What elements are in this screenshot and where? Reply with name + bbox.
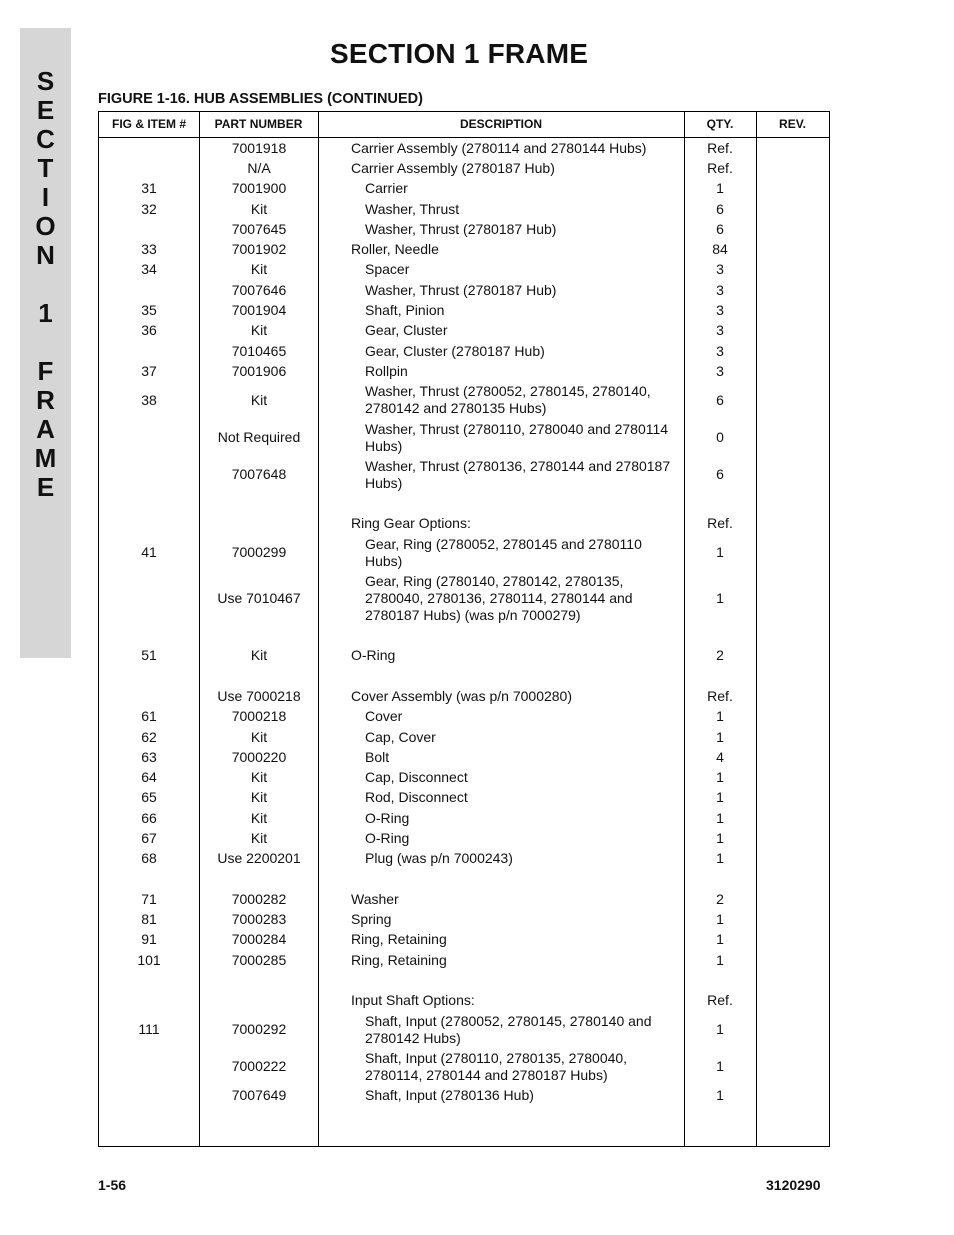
row-quantity: 1 [716, 911, 724, 928]
row-description: Carrier [365, 180, 408, 197]
row-part-number: Kit [250, 647, 268, 664]
row-part-number: 7000283 [231, 911, 287, 928]
row-description: Shaft, Input (2780110, 2780135, 2780040, 2780114, 2780144 and 2780187 Hubs) [365, 1049, 628, 1083]
row-quantity: 84 [712, 241, 728, 258]
row-item-number: 34 [141, 261, 157, 278]
row-part-number: 7007648 [231, 466, 287, 483]
row-item-number: 66 [141, 809, 157, 826]
section-tab-letter: R [36, 385, 55, 415]
section-tab-letter: F [37, 356, 54, 386]
row-part-number: Use 2200201 [217, 850, 301, 867]
row-description: Cover [365, 708, 403, 725]
row-part-number: Kit [250, 200, 268, 217]
row-item-number: 71 [141, 890, 157, 907]
row-part-number: 7000218 [231, 708, 287, 725]
row-description: Carrier Assembly (2780114 and 2780144 Hubs) [351, 139, 647, 156]
row-description: Washer, Thrust (2780052, 2780145, 2780140, 2780142 and 2780135 Hubs) [365, 383, 651, 417]
row-quantity: Ref. [707, 992, 733, 1009]
section-tab-letter: E [36, 472, 55, 502]
row-quantity: 1 [716, 728, 724, 745]
row-quantity: 1 [716, 931, 724, 948]
row-description: Spring [351, 911, 392, 928]
row-description: Carrier Assembly (2780187 Hub) [351, 159, 555, 176]
column-divider [318, 112, 319, 1146]
row-description: O-Ring [365, 809, 410, 826]
row-part-number: Not Required [217, 429, 301, 446]
row-quantity: 1 [716, 708, 724, 725]
row-description: Ring, Retaining [351, 931, 447, 948]
row-description: Washer, Thrust [365, 200, 460, 217]
row-description: Shaft, Input (2780052, 2780145, 2780140 and 2780142 Hubs) [365, 1012, 652, 1046]
row-quantity: 1 [716, 1021, 724, 1038]
figure-caption: FIGURE 1-16. HUB ASSEMBLIES (CONTINUED) [98, 91, 423, 107]
row-item-number: 31 [141, 180, 157, 197]
row-item-number: 38 [141, 391, 157, 408]
row-quantity: 1 [716, 850, 724, 867]
row-description: Shaft, Pinion [365, 302, 445, 319]
row-quantity: 1 [716, 589, 724, 606]
row-part-number: 7001904 [231, 302, 287, 319]
row-description: Ring, Retaining [351, 951, 447, 968]
row-quantity: 1 [716, 544, 724, 561]
row-description: Rollpin [365, 362, 408, 379]
row-part-number: Kit [250, 728, 268, 745]
row-description: O-Ring [351, 647, 396, 664]
row-description: Washer, Thrust (2780110, 2780040 and 2780114 Hubs) [365, 420, 669, 454]
section-tab-letter: M [34, 443, 57, 473]
row-part-number: N/A [247, 159, 271, 176]
row-quantity: 3 [716, 322, 724, 339]
row-item-number: 63 [141, 748, 157, 765]
row-description: Roller, Needle [351, 241, 439, 258]
header-qty: QTY. [706, 117, 734, 131]
row-part-number: 7000222 [231, 1058, 287, 1075]
header-fig-item: FIG & ITEM # [111, 117, 186, 131]
row-description: Washer [351, 890, 399, 907]
parts-table [98, 111, 830, 1147]
row-description: Gear, Cluster (2780187 Hub) [365, 342, 545, 359]
row-quantity: 3 [716, 302, 724, 319]
row-description: Washer, Thrust (2780187 Hub) [365, 281, 557, 298]
row-part-number: 7000220 [231, 748, 287, 765]
row-part-number: Use 7010467 [217, 589, 301, 606]
row-part-number: 7001900 [231, 180, 287, 197]
row-quantity: 1 [716, 789, 724, 806]
row-part-number: 7007645 [231, 220, 287, 237]
row-description: Washer, Thrust (2780136, 2780144 and 2780187 Hubs) [365, 457, 671, 491]
section-tab-letter: S [36, 66, 55, 96]
row-description: Cap, Cover [365, 728, 436, 745]
row-item-number: 33 [141, 241, 157, 258]
row-quantity: 1 [716, 1058, 724, 1075]
row-description: Washer, Thrust (2780187 Hub) [365, 220, 557, 237]
row-item-number: 111 [138, 1021, 160, 1038]
row-quantity: 6 [716, 466, 724, 483]
row-part-number: Kit [250, 261, 268, 278]
row-description: Shaft, Input (2780136 Hub) [365, 1087, 534, 1104]
row-quantity: 1 [716, 1087, 724, 1104]
row-quantity: 2 [716, 647, 724, 664]
document-number: 3120290 [766, 1177, 821, 1193]
row-description: Rod, Disconnect [365, 789, 468, 806]
row-part-number: Kit [250, 769, 268, 786]
row-item-number: 36 [141, 322, 157, 339]
row-part-number: 7001906 [231, 362, 287, 379]
row-quantity: 6 [716, 220, 724, 237]
row-part-number: 7007649 [231, 1087, 287, 1104]
row-description: Gear, Ring (2780140, 2780142, 2780135, 2780040, 2780136, 2780114, 2780144 and 2780187 Hubs) (was p/n 7000279) [365, 572, 633, 623]
row-description: Ring Gear Options: [351, 515, 471, 532]
row-quantity: 4 [716, 748, 724, 765]
row-quantity: 1 [716, 180, 724, 197]
row-quantity: 3 [716, 281, 724, 298]
section-tab-letter: I [41, 182, 50, 212]
row-quantity: 1 [716, 809, 724, 826]
row-item-number: 81 [141, 911, 157, 928]
row-description: Gear, Ring (2780052, 2780145 and 2780110 Hubs) [365, 535, 642, 569]
row-description: O-Ring [365, 830, 410, 847]
header-divider [99, 137, 829, 138]
row-quantity: 3 [716, 362, 724, 379]
row-quantity: 1 [716, 951, 724, 968]
row-quantity: Ref. [707, 139, 733, 156]
section-tab-letter: T [37, 153, 54, 183]
row-description: Gear, Cluster [365, 322, 448, 339]
header-rev: REV. [779, 117, 806, 131]
row-part-number: Kit [250, 809, 268, 826]
section-tab-letter: E [36, 95, 55, 125]
row-item-number: 64 [141, 769, 157, 786]
section-tab-letter: A [36, 414, 55, 444]
row-item-number: 68 [141, 850, 157, 867]
section-tab [20, 28, 71, 658]
row-part-number: Kit [250, 391, 268, 408]
row-quantity: 6 [716, 391, 724, 408]
row-part-number: Kit [250, 789, 268, 806]
header-part-number: PART NUMBER [214, 117, 303, 131]
row-quantity: Ref. [707, 687, 733, 704]
row-part-number: 7010465 [231, 342, 287, 359]
row-item-number: 41 [141, 544, 157, 561]
row-quantity: Ref. [707, 515, 733, 532]
row-part-number: Kit [250, 830, 268, 847]
row-quantity: Ref. [707, 159, 733, 176]
row-description: Plug (was p/n 7000243) [365, 850, 513, 867]
row-part-number: 7001918 [231, 139, 287, 156]
row-quantity: 6 [716, 200, 724, 217]
row-item-number: 61 [141, 708, 157, 725]
row-part-number: 7000299 [231, 544, 287, 561]
row-description: Input Shaft Options: [351, 992, 475, 1009]
row-item-number: 32 [141, 200, 157, 217]
row-description: Cover Assembly (was p/n 7000280) [351, 687, 572, 704]
row-item-number: 37 [141, 362, 157, 379]
row-item-number: 67 [141, 830, 157, 847]
row-quantity: 3 [716, 342, 724, 359]
row-item-number: 35 [141, 302, 157, 319]
row-part-number: 7000285 [231, 951, 287, 968]
section-tab-letter: 1 [38, 298, 53, 328]
page-title: SECTION 1 FRAME [330, 38, 589, 69]
row-quantity: 0 [716, 429, 724, 446]
row-item-number: 65 [141, 789, 157, 806]
row-item-number: 51 [141, 647, 157, 664]
row-part-number: 7000282 [231, 890, 287, 907]
section-tab-letter: N [36, 240, 55, 270]
row-description: Bolt [365, 748, 390, 765]
row-item-number: 91 [141, 931, 157, 948]
row-part-number: Kit [250, 322, 268, 339]
row-part-number: 7007646 [231, 281, 287, 298]
row-quantity: 3 [716, 261, 724, 278]
row-quantity: 1 [716, 769, 724, 786]
section-tab-letter: O [35, 211, 56, 241]
page-number: 1-56 [98, 1177, 127, 1193]
row-quantity: 1 [716, 830, 724, 847]
row-description: Spacer [365, 261, 410, 278]
column-divider [756, 112, 757, 1146]
row-part-number: 7000284 [231, 931, 287, 948]
row-part-number: 7001902 [231, 241, 287, 258]
row-quantity: 2 [716, 890, 724, 907]
row-part-number: 7000292 [231, 1021, 287, 1038]
row-part-number: Use 7000218 [217, 687, 301, 704]
section-tab-letter: C [36, 124, 55, 154]
header-description: DESCRIPTION [459, 117, 542, 131]
row-item-number: 62 [141, 728, 157, 745]
row-description: Cap, Disconnect [365, 769, 468, 786]
row-item-number: 101 [137, 951, 161, 968]
